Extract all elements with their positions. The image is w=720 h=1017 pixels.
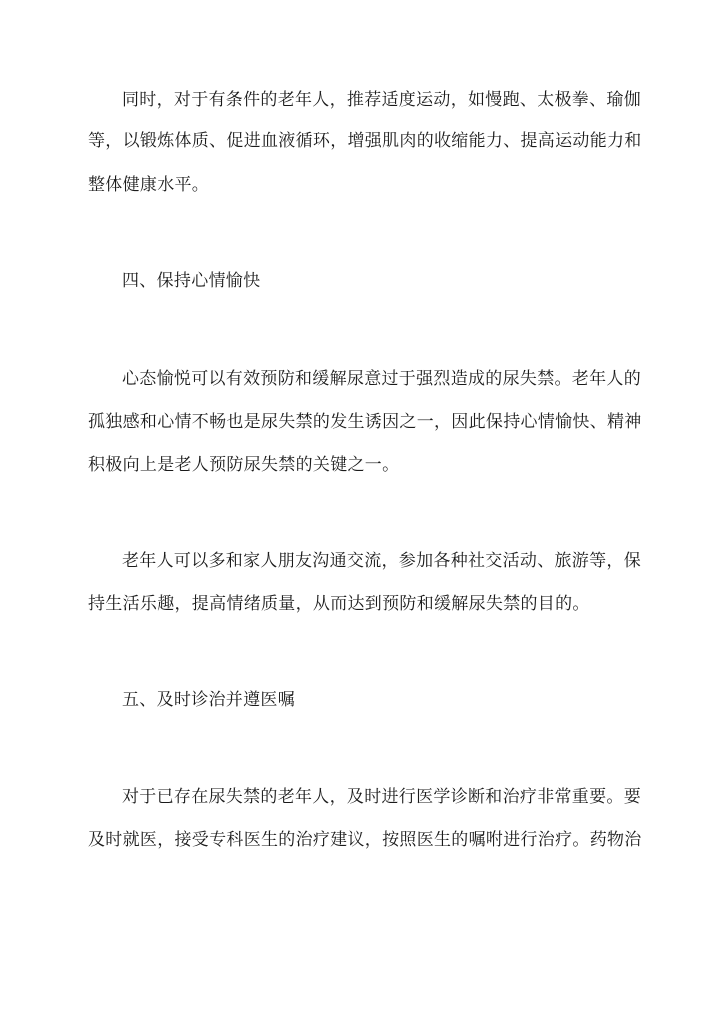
- paragraph-4-line-2: 及时就医，接受专科医生的治疗建议，按照医生的嘱咐进行治疗。药物治: [88, 830, 642, 850]
- paragraph-2-line-2: 孤独感和心情不畅也是尿失禁的发生诱因之一，因此保持心情愉快、精神: [88, 412, 642, 432]
- paragraph-1-line-3: 整体健康水平。: [88, 175, 210, 195]
- paragraph-3-line-2: 持生活乐趣，提高情绪质量，从而达到预防和缓解尿失禁的目的。: [88, 594, 590, 614]
- paragraph-3-line-1: 老年人可以多和家人朋友沟通交流，参加各种社交活动、旅游等，保: [122, 551, 641, 571]
- paragraph-1-line-2: 等，以锻炼体质、促进血液循环，增强肌肉的收缩能力、提高运动能力和: [88, 131, 642, 151]
- paragraph-1-line-1: 同时，对于有条件的老年人，推荐适度运动，如慢跑、太极拳、瑜伽: [122, 90, 641, 110]
- paragraph-4-line-1: 对于已存在尿失禁的老年人，及时进行医学诊断和治疗非常重要。要: [122, 787, 641, 807]
- paragraph-2-line-1: 心态愉悦可以有效预防和缓解尿意过于强烈造成的尿失禁。老年人的: [122, 369, 641, 389]
- section-heading-5: 五、及时诊治并遵医嘱: [122, 690, 295, 710]
- paragraph-2-line-3: 积极向上是老人预防尿失禁的关键之一。: [88, 455, 400, 475]
- section-heading-4: 四、保持心情愉快: [122, 271, 261, 291]
